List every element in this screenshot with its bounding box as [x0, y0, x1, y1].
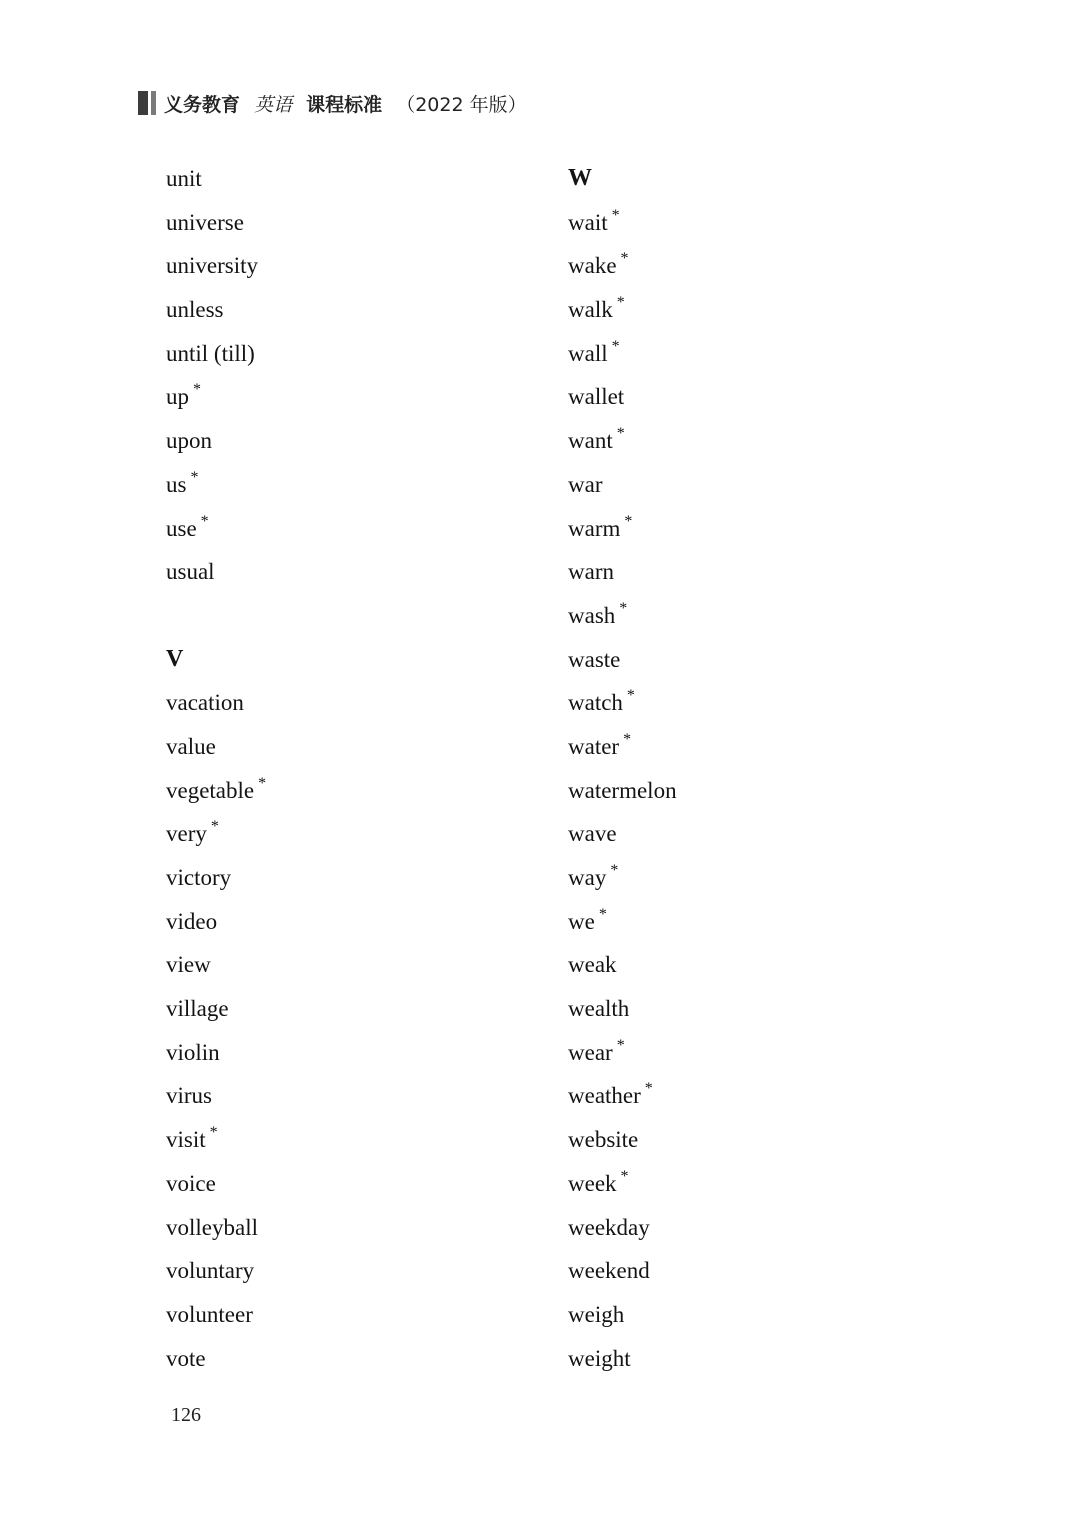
- header-edition: （2022 年版）: [396, 93, 527, 116]
- required-star-marker: *: [258, 774, 267, 792]
- word-text: website: [568, 1127, 639, 1153]
- word-text: victory: [166, 865, 232, 890]
- word-entry: [568, 638, 677, 682]
- word-text: view: [166, 952, 211, 978]
- word-text: weekend: [568, 1258, 650, 1284]
- section-letter-heading: [166, 638, 266, 682]
- word-entry: [568, 288, 677, 332]
- word-list-right-column: [568, 157, 677, 1380]
- word-text: village: [166, 996, 229, 1022]
- word-text: vegetable: [166, 777, 255, 803]
- word-text: wear: [568, 1039, 613, 1065]
- word-text: walk: [568, 297, 613, 323]
- word-text: wallet: [568, 384, 625, 410]
- word-entry: [166, 201, 266, 245]
- word-list-left-column: [166, 157, 266, 1380]
- word-entry: [166, 812, 266, 856]
- required-star-marker: *: [624, 512, 633, 530]
- word-text: voice: [166, 1170, 216, 1196]
- word-text: week: [568, 1170, 617, 1196]
- word-entry: [568, 1337, 677, 1381]
- word-text: weigh: [568, 1301, 625, 1327]
- word-text: wall: [568, 340, 608, 366]
- blank-row: [166, 594, 266, 638]
- word-entry: [166, 419, 266, 463]
- required-star-marker: *: [611, 206, 620, 224]
- word-entry: [166, 244, 266, 288]
- word-text: up: [166, 384, 189, 410]
- word-entry: [568, 375, 677, 419]
- word-entry: [166, 157, 266, 201]
- word-entry: [568, 725, 677, 769]
- word-entry: [166, 507, 266, 551]
- word-text: water: [568, 733, 620, 759]
- word-entry: [166, 550, 266, 594]
- header-bar-icon: [138, 91, 156, 115]
- word-entry: [166, 375, 266, 419]
- word-text: unit: [166, 166, 202, 191]
- word-entry: [166, 288, 266, 332]
- word-entry: [166, 1118, 266, 1162]
- word-entry: [568, 201, 677, 245]
- word-text: volleyball: [166, 1214, 258, 1240]
- required-star-marker: *: [598, 905, 607, 923]
- word-entry: [568, 1074, 677, 1118]
- word-text: visit: [166, 1127, 206, 1153]
- word-entry: [568, 594, 677, 638]
- word-text: video: [166, 908, 218, 934]
- word-text: vacation: [166, 690, 244, 716]
- word-entry: [166, 332, 266, 376]
- word-text: V: [166, 645, 184, 672]
- word-text: warm: [568, 515, 621, 541]
- word-text: use: [166, 515, 197, 541]
- word-entry: [166, 725, 266, 769]
- word-entry: [166, 1206, 266, 1250]
- required-star-marker: *: [626, 687, 635, 705]
- word-entry: [568, 507, 677, 551]
- word-entry: [568, 769, 677, 813]
- word-text: us: [166, 471, 187, 497]
- word-text: virus: [166, 1083, 212, 1109]
- required-star-marker: *: [611, 337, 620, 355]
- word-text: wave: [568, 821, 617, 847]
- required-star-marker: *: [200, 512, 209, 530]
- word-text: weak: [568, 952, 617, 978]
- required-star-marker: *: [610, 862, 619, 879]
- word-entry: [568, 900, 677, 944]
- word-entry: [568, 1206, 677, 1250]
- required-star-marker: *: [644, 1080, 653, 1098]
- word-text: until (till): [166, 340, 255, 366]
- header-title: [164, 90, 527, 117]
- word-text: unless: [166, 297, 224, 323]
- required-star-marker: *: [193, 381, 201, 399]
- required-star-marker: *: [619, 599, 628, 617]
- word-entry: [166, 1074, 266, 1118]
- word-text: W: [568, 165, 592, 191]
- word-entry: [568, 550, 677, 594]
- word-text: wake: [568, 253, 617, 279]
- word-entry: [568, 1162, 677, 1206]
- word-text: way: [568, 865, 607, 890]
- header-subject: 英语: [254, 93, 293, 116]
- word-entry: [568, 856, 677, 900]
- word-text: upon: [166, 428, 212, 454]
- word-entry: [166, 943, 266, 987]
- word-text: wash: [568, 602, 616, 628]
- word-text: weather: [568, 1083, 641, 1109]
- word-text: weekday: [568, 1214, 650, 1240]
- running-header: [138, 88, 527, 118]
- required-star-marker: *: [620, 250, 629, 268]
- word-text: voluntary: [166, 1258, 255, 1284]
- word-text: watermelon: [568, 777, 677, 803]
- word-text: violin: [166, 1039, 220, 1065]
- word-entry: [568, 244, 677, 288]
- required-star-marker: *: [620, 1167, 629, 1185]
- word-entry: [166, 856, 266, 900]
- word-text: war: [568, 471, 603, 497]
- word-entry: [166, 1293, 266, 1337]
- word-entry: [166, 1337, 266, 1381]
- word-text: we: [568, 908, 595, 934]
- section-letter-heading: [568, 157, 677, 201]
- word-entry: [166, 681, 266, 725]
- word-entry: [568, 1031, 677, 1075]
- word-text: university: [166, 253, 258, 279]
- word-entry: [568, 812, 677, 856]
- word-text: universe: [166, 209, 244, 235]
- word-entry: [568, 463, 677, 507]
- word-text: volunteer: [166, 1301, 253, 1327]
- word-entry: [166, 463, 266, 507]
- word-text: usual: [166, 559, 215, 585]
- word-entry: [568, 332, 677, 376]
- word-entry: [166, 987, 266, 1031]
- word-entry: [166, 1249, 266, 1293]
- word-entry: [568, 681, 677, 725]
- header-main-title: 课程标准: [306, 93, 383, 116]
- required-star-marker: *: [209, 1124, 218, 1142]
- word-entry: [166, 1031, 266, 1075]
- word-text: warn: [568, 559, 614, 585]
- word-entry: [568, 943, 677, 987]
- word-entry: [568, 987, 677, 1031]
- word-entry: [568, 419, 677, 463]
- required-star-marker: *: [616, 1036, 625, 1054]
- word-text: wealth: [568, 996, 630, 1022]
- word-entry: [568, 1293, 677, 1337]
- header-prefix: 义务教育: [164, 93, 241, 116]
- word-text: watch: [568, 690, 623, 716]
- word-entry: [166, 769, 266, 813]
- required-star-marker: *: [623, 730, 632, 748]
- word-text: vote: [166, 1345, 206, 1371]
- required-star-marker: *: [616, 425, 625, 443]
- word-text: waste: [568, 646, 621, 672]
- required-star-marker: *: [210, 818, 219, 836]
- word-text: wait: [568, 209, 608, 235]
- word-entry: [568, 1118, 677, 1162]
- page-number: 126: [171, 1404, 201, 1426]
- word-entry: [166, 1162, 266, 1206]
- word-text: want: [568, 428, 613, 454]
- word-entry: [568, 1249, 677, 1293]
- required-star-marker: *: [190, 468, 199, 486]
- word-entry: [166, 900, 266, 944]
- word-text: very: [166, 821, 207, 847]
- word-text: value: [166, 733, 216, 759]
- word-text: weight: [568, 1345, 631, 1371]
- required-star-marker: *: [616, 294, 625, 312]
